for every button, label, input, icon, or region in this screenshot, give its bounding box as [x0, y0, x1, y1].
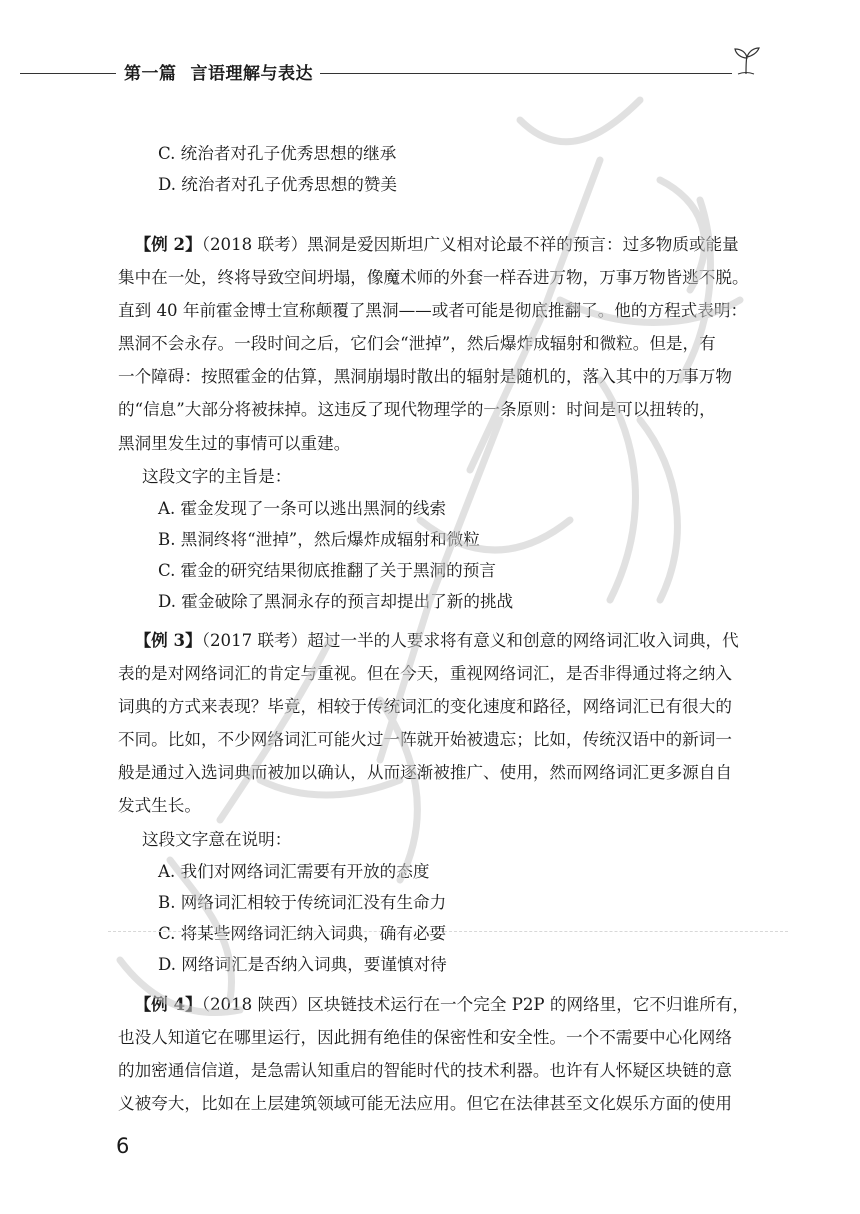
example-4-line: 的加密通信信道，是急需认知重启的智能时代的技术利器。也许有人怀疑区块链的意 — [118, 1061, 732, 1081]
scan-divider — [108, 931, 788, 932]
option-item: A. 我们对网络词汇需要有开放的态度 — [158, 861, 430, 881]
example-2 — [118, 228, 768, 618]
example-2-line: 【例 2】（2018 联考）黑洞是爱因斯坦广义相对论最不祥的预言：过多物质或能量 — [134, 234, 739, 254]
example-2-line: 直到 40 年前霍金博士宣称颠覆了黑洞——或者可能是彻底推翻了。他的方程式表明： — [118, 301, 748, 321]
example-4-tag: 【例 4】 — [134, 994, 202, 1014]
option-item: D. 统治者对孔子优秀思想的赞美 — [158, 175, 397, 195]
page-number: 6 — [116, 1134, 130, 1158]
example-3-line: 【例 3】（2017 联考）超过一半的人要求将有意义和创意的网络词汇收入词典，代 — [134, 630, 739, 650]
example-2-line: 集中在一处，终将导致空间坍塌，像魔术师的外套一样吞进万物，万事万物皆逃不脱。 — [118, 268, 749, 288]
example-2-line: 黑洞不会永存。一段时间之后，它们会“泄掉”，然后爆炸成辐射和微粒。但是，有 — [118, 334, 716, 354]
example-4-source: （2018 陕西） — [201, 995, 308, 1014]
example-3-line: 词典的方式来表现？毕竟，相较于传统词汇的变化速度和路径，网络词汇已有很大的 — [118, 697, 732, 717]
option-item: A. 霍金发现了一条可以逃出黑洞的线索 — [158, 498, 447, 518]
example-3-line: 般是通过入选词典而被加以确认，从而逐渐被推广、使用，然而网络词汇更多源自自 — [118, 763, 732, 783]
option-item: C. 霍金的研究结果彻底推翻了关于黑洞的预言 — [158, 561, 496, 581]
example-3 — [118, 624, 768, 980]
example-2-source: （2018 联考） — [201, 235, 308, 254]
section-title: 言语理解与表达 — [190, 64, 313, 84]
example-4-line: 【例 4】（2018 陕西）区块链技术运行在一个完全 P2P 的网络里，它不归谁所有， — [134, 994, 749, 1014]
example-4 — [118, 988, 768, 1120]
part-label: 第一篇 — [124, 64, 177, 84]
example-3-source: （2017 联考） — [201, 631, 308, 650]
header-rule-right — [320, 73, 732, 74]
example-3-line: 表的是对网络词汇的肯定与重视。但在今天，重视网络词汇，是否非得通过将之纳入 — [118, 664, 732, 684]
example-3-question: 这段文字意在说明： — [142, 829, 292, 849]
example-2-line: 一个障碍：按照霍金的估算，黑洞崩塌时散出的辐射是随机的，落入其中的万事万物 — [118, 367, 732, 387]
example-4-line: 义被夸大，比如在上层建筑领域可能无法应用。但它在法律甚至文化娱乐方面的使用 — [118, 1094, 732, 1114]
header-rule-left — [20, 73, 116, 74]
prev-question-options — [118, 138, 768, 200]
option-item: B. 黑洞终将“泄掉”，然后爆炸成辐射和微粒 — [158, 529, 480, 549]
example-2-line: 的“信息”大部分将被抹掉。这违反了现代物理学的一条原则：时间是可以扭转的， — [118, 400, 716, 420]
example-3-line: 不同。比如，不少网络词汇可能火过一阵就开始被遗忘；比如，传统汉语中的新词一 — [118, 730, 732, 750]
example-2-tag: 【例 2】 — [134, 234, 202, 254]
option-item: C. 将某些网络词汇纳入词典，确有必要 — [158, 924, 447, 944]
option-item: D. 网络词汇是否纳入词典，要谨慎对待 — [158, 955, 447, 975]
example-2-question: 这段文字的主旨是： — [142, 466, 292, 486]
option-item: B. 网络词汇相较于传统词汇没有生命力 — [158, 892, 447, 912]
chapter-title — [124, 59, 313, 84]
example-2-line: 黑洞里发生过的事情可以重建。 — [118, 433, 351, 453]
example-4-line: 也没人知道它在哪里运行，因此拥有绝佳的保密性和安全性。一个不需要中心化网络 — [118, 1028, 732, 1048]
option-item: C. 统治者对孔子优秀思想的继承 — [158, 144, 397, 163]
example-3-line: 发式生长。 — [118, 796, 201, 816]
option-item: D. 霍金破除了黑洞永存的预言却提出了新的挑战 — [158, 592, 514, 612]
sprout-icon — [730, 46, 764, 78]
running-header — [0, 56, 860, 86]
example-3-tag: 【例 3】 — [134, 630, 202, 650]
